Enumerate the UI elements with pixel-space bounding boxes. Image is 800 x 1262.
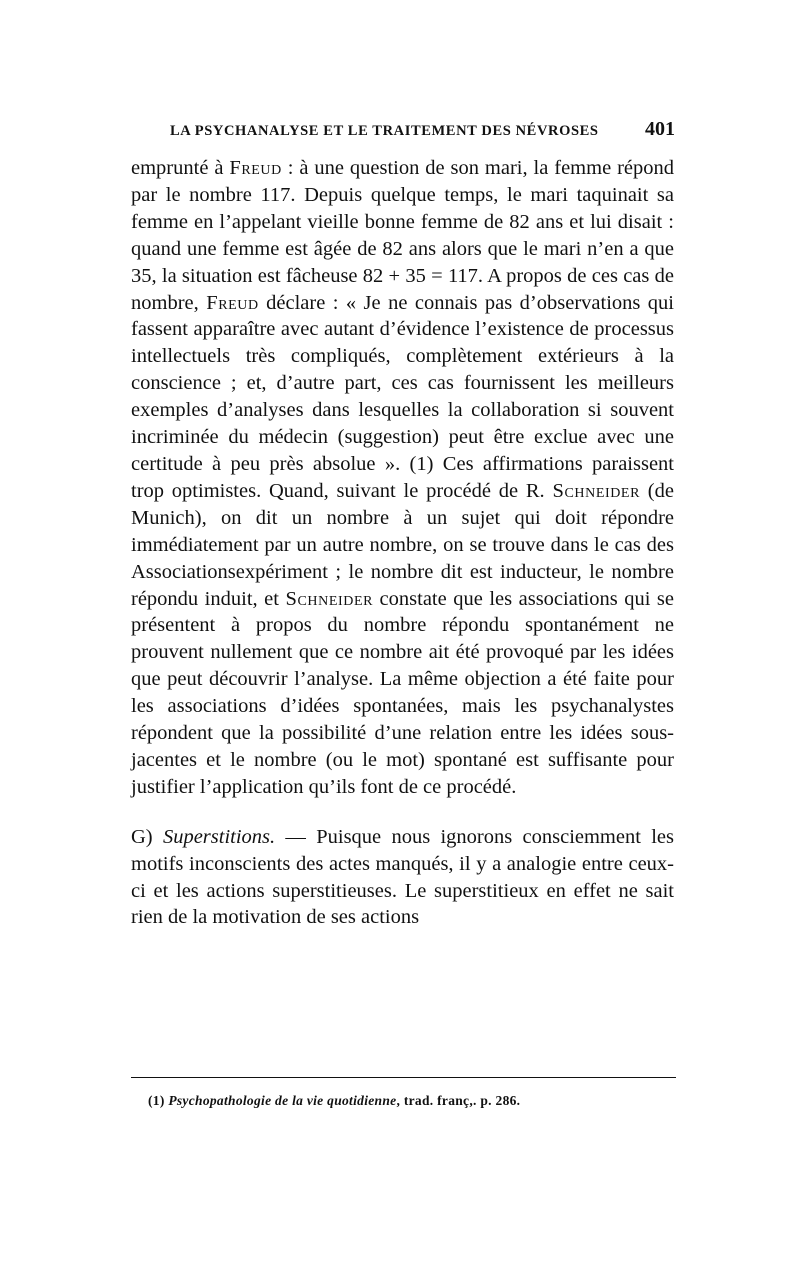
- text-run: déclare : « Je ne connais pas d’observations qui fassent apparaître avec autant d’évidence l’existence de processus intellectuels très compliqués, complètement extérieurs à la conscience ; et, d’autre part, ces cas fournissent les meilleurs exemples d’analyses dans lesquelles la collaboration si souvent incriminée du médecin (suggestion) peut être exclue avec une certitude à peu près absolue ». (1) Ces affirmations paraissent trop optimistes. Quand, suivant le procédé de R.: [131, 291, 674, 502]
- footnote-marker: (1): [148, 1093, 169, 1108]
- footnote-title: Psychopathologie de la vie quotidienne: [168, 1093, 397, 1108]
- text-run: constate que les associations qui se présentent à propos du nombre répondu spontanément ne prouvent nullement que ce nombre ait été provoqué par les idées que peut découvrir l’analyse. La même objection a été faite pour les associations d’idées spontanées, mais les psychanalystes répondent que la possibilité d’une relation entre les idées sous-jacentes et le nombre (ou le mot) spontané est suffisante pour justifier l’application qu’ils font de ce procédé.: [131, 587, 674, 798]
- footnote-reference: , trad. franç,. p. 286.: [396, 1093, 521, 1108]
- text-run: : à une question de son mari, la femme répond par le nombre 117. Depuis quelque temps, le mari taquinait sa femme en l’appelant vieille bonne femme de 82 ans et lui disait : quand une femme est âgée de 82 ans alors que le mari n’en a que 35, la situation est fâcheuse 82 + 35 = 117. A propos de ces cas de nombre,: [131, 157, 675, 314]
- page-number: 401: [645, 118, 675, 140]
- text-run: — Puisque nous ignorons consciemment les motifs inconscients des actes manqués, il y a analogie entre ceux-ci et les actions superstitieuses. Le superstitieux en effet ne sait rien de la motivation de ses actions: [131, 825, 674, 929]
- author-name-freud: Freud: [206, 291, 259, 314]
- text-run: (de Munich), on dit un nombre à un sujet qui doit répondre immédiatement par un autre nombre, on se trouve dans le cas des Associationsexpériment ; le nombre dit est inducteur, le nombre répondu induit, et: [131, 479, 674, 610]
- section-heading: Superstitions.: [162, 825, 276, 848]
- main-text: [131, 155, 674, 931]
- author-name-schneider: Schneider: [552, 479, 641, 502]
- running-header: [170, 118, 675, 141]
- paragraph-superstitions: [131, 824, 674, 932]
- author-name-schneider: Schneider: [285, 587, 374, 610]
- paragraph-numbers-case: [131, 155, 674, 801]
- footnote-rule: [131, 1077, 676, 1079]
- section-label: G): [131, 825, 163, 848]
- footnote: [148, 1093, 668, 1109]
- running-title: LA PSYCHANALYSE ET LE TRAITEMENT DES NÉVROSES: [170, 123, 599, 139]
- text-run: emprunté à: [131, 157, 230, 179]
- author-name-freud: Freud: [229, 157, 282, 179]
